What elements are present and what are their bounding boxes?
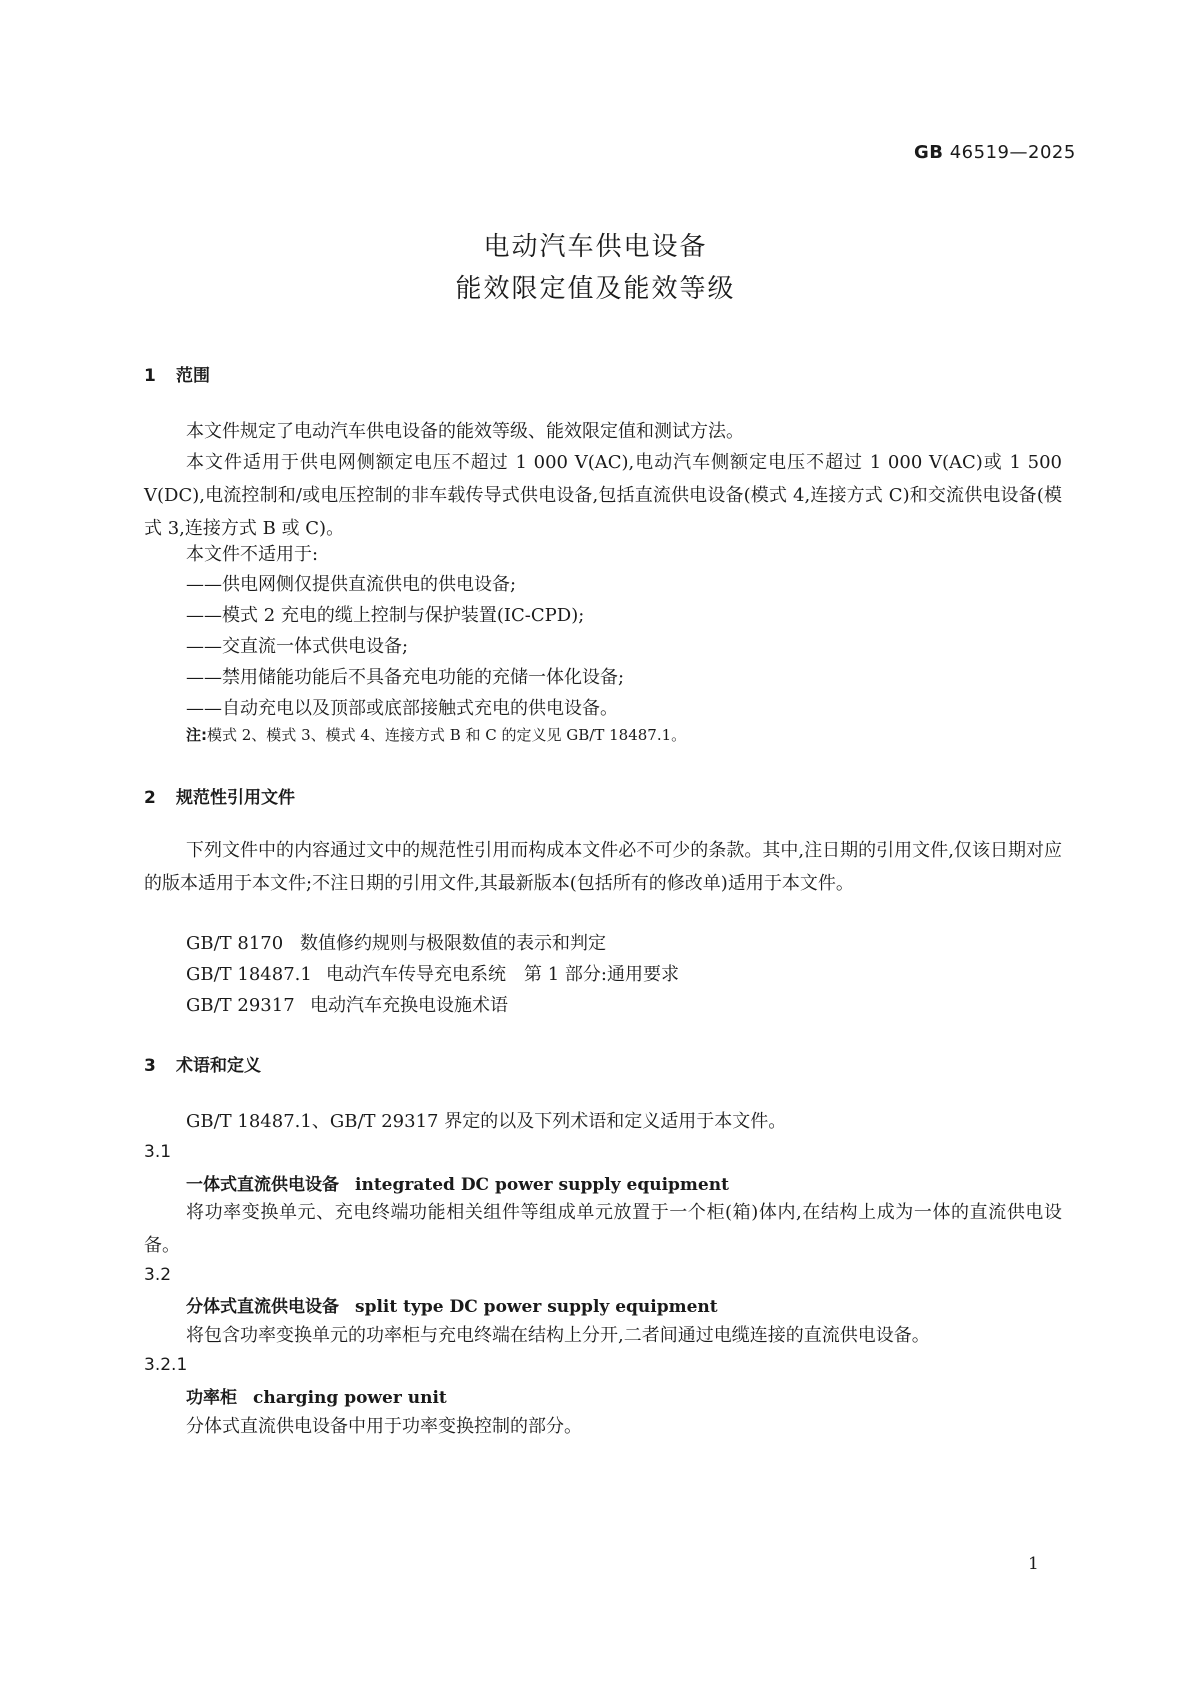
scope-paragraph-1: 本文件规定了电动汽车供电设备的能效等级、能效限定值和测试方法。: [186, 421, 744, 442]
term-chinese: 一体式直流供电设备: [186, 1175, 339, 1195]
note-text: 模式 2、模式 3、模式 4、连接方式 B 和 C 的定义见 GB/T 18487.1。: [207, 726, 687, 744]
term-chinese: 分体式直流供电设备: [186, 1297, 339, 1317]
reference-title: 数值修约规则与极限数值的表示和判定: [300, 933, 606, 954]
list-item: ——模式 2 充电的缆上控制与保护装置(IC-CPD);: [186, 605, 585, 626]
reference-code: GB/T 8170: [186, 933, 284, 954]
section-number: 2: [144, 788, 156, 808]
scope-paragraph-3: 本文件不适用于:: [186, 544, 319, 565]
list-item: ——交直流一体式供电设备;: [186, 636, 409, 657]
section-heading-normative-references: [144, 783, 295, 808]
term-english: charging power unit: [253, 1388, 447, 1408]
standard-prefix: GB: [914, 142, 944, 163]
section-heading-terms: [144, 1051, 261, 1076]
terms-intro-paragraph: GB/T 18487.1、GB/T 29317 界定的以及下列术语和定义适用于本文件。: [186, 1111, 787, 1132]
term-chinese: 功率柜: [186, 1388, 237, 1408]
term-definition: 分体式直流供电设备中用于功率变换控制的部分。: [186, 1416, 582, 1437]
reference-item: [186, 958, 679, 991]
term-number: 3.2: [144, 1265, 172, 1285]
scope-note: [186, 724, 686, 745]
term-english: integrated DC power supply equipment: [355, 1175, 729, 1195]
section-title: 规范性引用文件: [176, 788, 295, 808]
term-entry: [186, 1170, 729, 1195]
section-number: 3: [144, 1056, 156, 1076]
reference-code: GB/T 29317: [186, 995, 295, 1016]
page-number: 1: [1028, 1554, 1039, 1574]
term-entry: [186, 1383, 447, 1408]
standard-code: 46519—2025: [949, 142, 1076, 163]
section-title: 术语和定义: [176, 1056, 261, 1076]
term-definition: 将包含功率变换单元的功率柜与充电终端在结构上分开,二者间通过电缆连接的直流供电设备。: [186, 1325, 930, 1346]
reference-item: [186, 989, 508, 1022]
reference-title: 电动汽车传导充电系统 第 1 部分:通用要求: [326, 964, 679, 985]
scope-paragraph-2: 本文件适用于供电网侧额定电压不超过 1 000 V(AC),电动汽车侧额定电压不超过 1 000 V(AC)或 1 500 V(DC),电流控制和/或电压控制的非车载传导式供电设备,包括直流供电设备(模式 4,连接方式 C)和交流供电设备(模式 3,连接方式 B 或 C)。: [144, 452, 1062, 539]
list-item: ——自动充电以及顶部或底部接触式充电的供电设备。: [186, 698, 618, 719]
term-definition: 将功率变换单元、充电终端功能相关组件等组成单元放置于一个柜(箱)体内,在结构上成为一体的直流供电设备。: [144, 1202, 1062, 1256]
section-title: 范围: [176, 366, 210, 386]
section-heading-scope: [144, 361, 210, 386]
list-item: ——禁用储能功能后不具备充电功能的充储一体化设备;: [186, 667, 625, 688]
standard-number: [914, 142, 1076, 163]
reference-title: 电动汽车充换电设施术语: [310, 995, 508, 1016]
term-number: 3.2.1: [144, 1355, 188, 1375]
term-entry: [186, 1292, 718, 1317]
term-number: 3.1: [144, 1142, 172, 1162]
document-title-line1: 电动汽车供电设备: [483, 232, 708, 262]
references-intro-paragraph: 下列文件中的内容通过文中的规范性引用而构成本文件必不可少的条款。其中,注日期的引用文件,仅该日期对应的版本适用于本文件;不注日期的引用文件,其最新版本(包括所有的修改单)适用于本文件。: [144, 840, 1062, 894]
reference-code: GB/T 18487.1: [186, 964, 312, 985]
document-title-line2: 能效限定值及能效等级: [455, 274, 736, 304]
term-english: split type DC power supply equipment: [355, 1297, 718, 1317]
list-item: ——供电网侧仅提供直流供电的供电设备;: [186, 574, 517, 595]
note-label: 注:: [186, 726, 207, 744]
section-number: 1: [144, 366, 156, 386]
reference-item: [186, 927, 606, 960]
